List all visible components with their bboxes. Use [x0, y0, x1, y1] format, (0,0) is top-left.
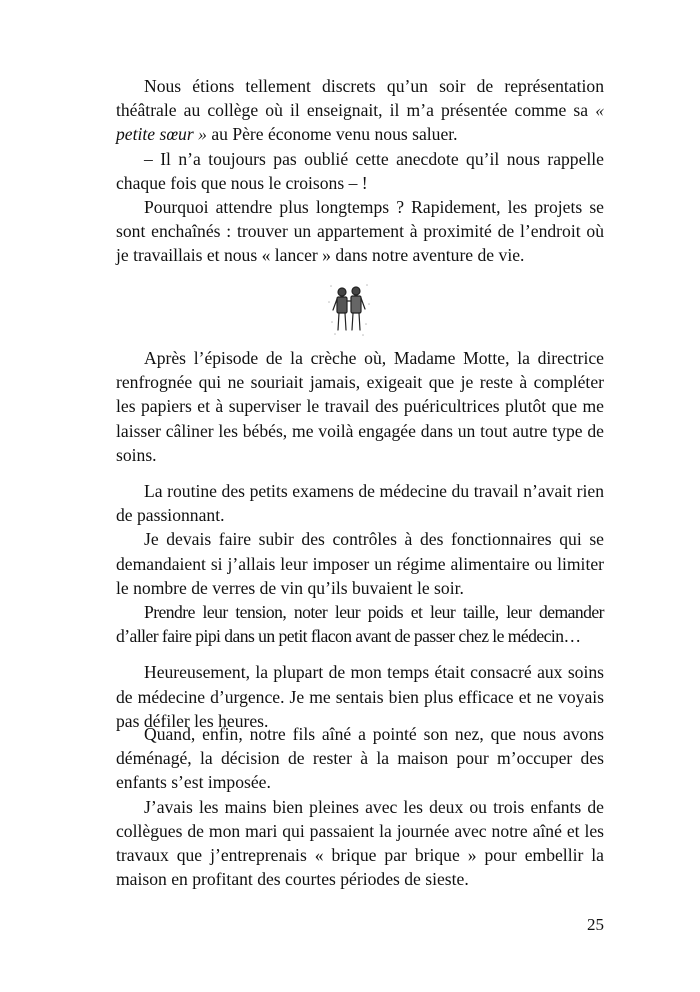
text-block-middle [116, 346, 604, 733]
paragraph: – Il n’a toujours pas oublié cette anecdote qu’il nous rappelle chaque fois que nous le croisons – ! [116, 148, 604, 193]
couple-illustration-icon [326, 280, 372, 338]
paragraph: J’avais les mains bien pleines avec les deux ou trois enfants de collègues de mon mari qui passaient la journée avec notre aîné et les travaux que j’entreprenais « brique par brique » pour embellir la maison en profitant des courtes périodes de sieste. [116, 796, 604, 890]
italic-phrase: « petite sœur » [116, 100, 604, 145]
paragraph: La routine des petits examens de médecine du travail n’avait rien de passionnant. [116, 481, 604, 526]
paragraph: Nous étions tellement discrets qu’un soir de représentation théâtrale au collège où il enseignait, il m’a présentée comme sa « petite sœur » au Père économe venu nous saluer. [116, 76, 604, 145]
paragraph: Après l’épisode de la crèche où, Madame Motte, la directrice renfrognée qui ne souriait jamais, exigeait que je reste à compléter les papiers et à superviser le travail des puéricultrices plutôt que me laisser câliner les bébés, me voilà engagée dans un tout autre type de soins. [116, 348, 604, 465]
paragraph: Pourquoi attendre plus longtemps ? Rapidement, les projets se sont enchaînés : trouver un appartement à proximité de l’endroit où je travaillais et nous « lancer » dans notre aventure de vie. [116, 197, 604, 266]
paragraph: Quand, enfin, notre fils aîné a pointé son nez, que nous avons déménagé, la décision de rester à la maison pour m’occuper des enfants s’est imposée. [116, 724, 604, 793]
text-block-top [116, 74, 604, 268]
paragraph: Heureusement, la plupart de mon temps était consacré aux soins de médecine d’urgence. Je me sentais bien plus efficace et ne voyais pas défiler les heures. [116, 662, 604, 731]
paragraph: Prendre leur tension, noter leur poids et leur taille, leur demander d’aller faire pipi dans un petit flacon avant de passer chez le médecin… [116, 602, 604, 647]
paragraph: Je devais faire subir des contrôles à des fonctionnaires qui se demandaient si j’allais leur imposer un régime alimentaire ou limiter le nombre de verres de vin qu’ils buvaient le soir. [116, 529, 604, 598]
text-block-bottom [116, 722, 604, 891]
page-number: 25 [587, 915, 604, 934]
